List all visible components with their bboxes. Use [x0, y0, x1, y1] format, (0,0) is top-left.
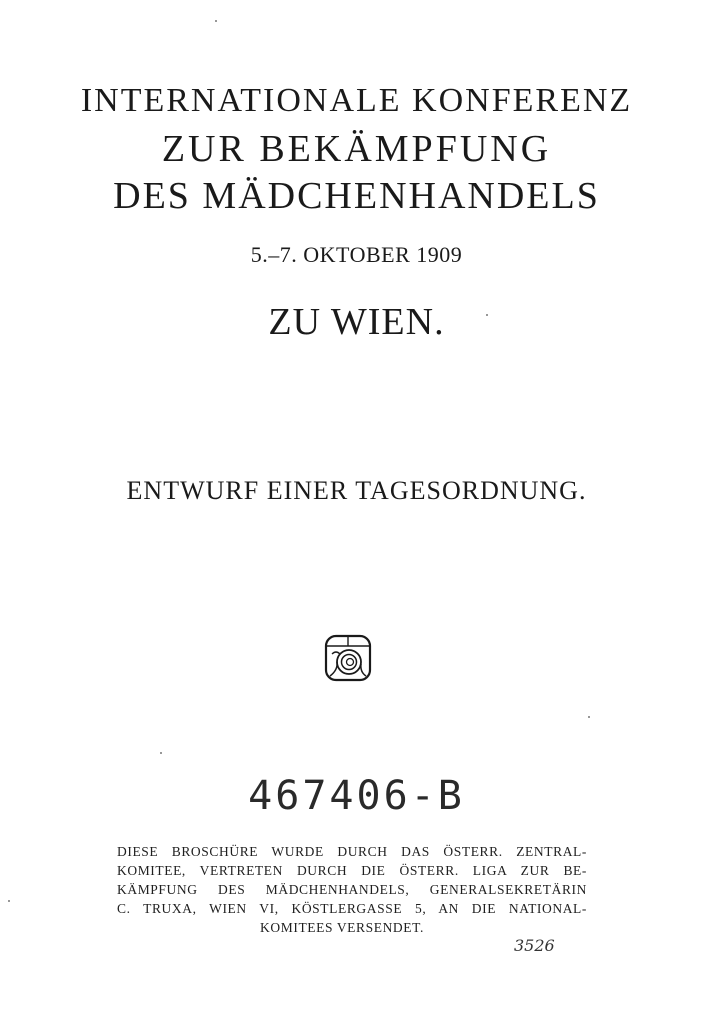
paper-speck — [588, 716, 590, 718]
conference-title-line-2: ZUR BEKÄMPFUNG — [161, 128, 552, 170]
paper-speck — [8, 900, 10, 902]
notice-line: KÄMPFUNG DES MÄDCHENHANDELS, GENERALSEKRETÄRIN — [117, 882, 587, 897]
conference-place: ZU WIEN. — [268, 301, 445, 343]
notice-line: DIESE BROSCHÜRE WURDE DURCH DAS ÖSTERR. ZENTRAL- — [117, 844, 587, 859]
paper-speck — [486, 314, 488, 316]
conference-title-line-1: INTERNATIONALE KONFERENZ — [80, 82, 633, 119]
notice-line: KOMITEE, VERTRETEN DURCH DIE ÖSTERR. LIGA ZUR BE- — [117, 863, 587, 878]
notice-line: C. TRUXA, WIEN VI, KÖSTLERGASSE 5, AN DIE NATIONAL- — [117, 901, 587, 916]
document-subtitle: ENTWURF EINER TAGESORDNUNG. — [126, 476, 587, 505]
conference-title-line-3: DES MÄDCHENHANDELS — [113, 175, 600, 217]
handwritten-note: 3526 — [514, 936, 555, 955]
library-stamp-number: 467406-B — [248, 773, 465, 819]
rose-emblem-icon — [322, 632, 374, 684]
paper-speck — [215, 20, 217, 22]
distribution-notice — [117, 842, 587, 937]
conference-date: 5.–7. OKTOBER 1909 — [250, 242, 463, 267]
paper-speck — [160, 752, 162, 754]
notice-line: KOMITEES VERSENDET. — [260, 920, 424, 935]
